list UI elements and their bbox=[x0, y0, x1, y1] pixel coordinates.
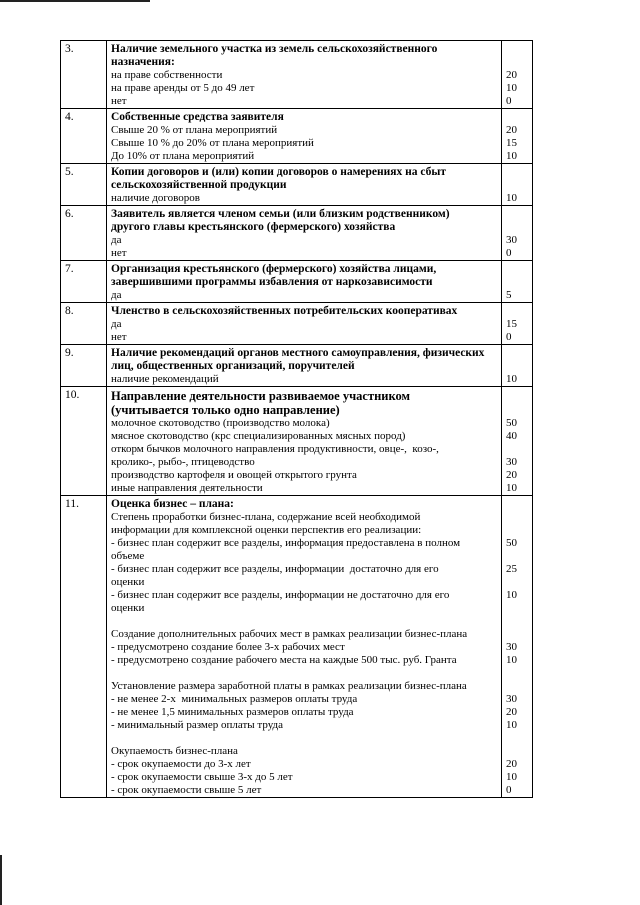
criterion-points bbox=[502, 206, 533, 261]
bp-option-sufficient: - бизнес план содержит все разделы, информации достаточно для его bbox=[111, 563, 439, 575]
points-value: 10 bbox=[506, 771, 517, 783]
wage-option: - не менее 2-х минимальных размеров оплаты труда bbox=[111, 693, 358, 705]
bp-option-full: - бизнес план содержит все разделы, информация предоставлена в полном bbox=[111, 537, 461, 549]
wage-option: - минимальный размер оплаты труда bbox=[111, 719, 283, 731]
criterion-points bbox=[502, 109, 533, 164]
criterion-title-line: Копии договоров и (или) копии договоров о намерениях на сбыт bbox=[111, 166, 446, 178]
bp-option-insufficient: - бизнес план содержит все разделы, информации не достаточно для его bbox=[111, 589, 450, 601]
criterion-option: да bbox=[111, 289, 122, 301]
criterion-points bbox=[502, 496, 533, 798]
criterion-text bbox=[107, 496, 502, 798]
criterion-text bbox=[107, 345, 502, 387]
criterion-option: на праве собственности bbox=[111, 69, 223, 81]
criterion-option: нет bbox=[111, 247, 127, 259]
points-value: 40 bbox=[506, 430, 517, 442]
points-value: 5 bbox=[506, 289, 512, 301]
criterion-option: нет bbox=[111, 331, 127, 343]
criterion-text bbox=[107, 261, 502, 303]
points-value: 0 bbox=[506, 247, 512, 259]
criterion-number: 11. bbox=[61, 496, 107, 798]
bp-option-full-cont: объеме bbox=[111, 550, 145, 562]
criterion-option: Свыше 10 % до 20% от плана мероприятий bbox=[111, 137, 314, 149]
criterion-title-line: Членство в сельскохозяйственных потребительских кооперативах bbox=[111, 305, 458, 317]
criterion-points bbox=[502, 261, 533, 303]
payback-option: - срок окупаемости свыше 3-х до 5 лет bbox=[111, 771, 293, 783]
points-value: 10 bbox=[506, 482, 517, 494]
points-value: 10 bbox=[506, 150, 517, 162]
criterion-text bbox=[107, 387, 502, 496]
wage-option: - не менее 1,5 минимальных размеров оплаты труда bbox=[111, 706, 354, 718]
criterion-option: нет bbox=[111, 95, 127, 107]
scan-edge-top bbox=[0, 0, 150, 2]
points-value: 0 bbox=[506, 95, 512, 107]
criterion-option: молочное скотоводство (производство молока) bbox=[111, 417, 330, 429]
criterion-number: 5. bbox=[61, 164, 107, 206]
criterion-number: 10. bbox=[61, 387, 107, 496]
criterion-title-line: (учитывается только одно направление) bbox=[111, 403, 340, 417]
jobs-option: - предусмотрено создание более 3-х рабочих мест bbox=[111, 641, 345, 653]
criterion-title-line: Организация крестьянского (фермерского) хозяйства лицами, bbox=[111, 263, 437, 275]
points-value: 30 bbox=[506, 693, 517, 705]
scan-edge-left bbox=[0, 855, 2, 905]
criterion-row bbox=[61, 206, 533, 261]
points-value: 10 bbox=[506, 192, 517, 204]
criterion-title-line: Заявитель является членом семьи (или близким родственником) bbox=[111, 208, 450, 220]
criterion-text bbox=[107, 109, 502, 164]
points-value: 30 bbox=[506, 456, 517, 468]
payback-title: Окупаемость бизнес-плана bbox=[111, 745, 238, 757]
criterion-text bbox=[107, 206, 502, 261]
criterion-option: наличие рекомендаций bbox=[111, 373, 219, 385]
criterion-option: наличие договоров bbox=[111, 192, 200, 204]
points-value: 20 bbox=[506, 69, 517, 81]
jobs-title: Создание дополнительных рабочих мест в рамках реализации бизнес-плана bbox=[111, 628, 468, 640]
criterion-option: производство картофеля и овощей открытого грунта bbox=[111, 469, 357, 481]
points-value: 15 bbox=[506, 137, 517, 149]
points-value bbox=[506, 443, 529, 456]
criterion-title-line: сельскохозяйственной продукции bbox=[111, 179, 287, 191]
points-value: 20 bbox=[506, 706, 517, 718]
points-value: 30 bbox=[506, 234, 517, 246]
points-value: 50 bbox=[506, 417, 517, 429]
points-value: 0 bbox=[506, 784, 512, 796]
criterion-title-line: Наличие земельного участка из земель сельскохозяйственного bbox=[111, 43, 438, 55]
criterion-row bbox=[61, 345, 533, 387]
criterion-option: мясное скотоводство (крс специализированных мясных пород) bbox=[111, 430, 406, 442]
criterion-row-11 bbox=[61, 496, 533, 798]
criterion-number: 9. bbox=[61, 345, 107, 387]
wage-title: Установление размера заработной платы в рамках реализации бизнес-плана bbox=[111, 680, 467, 692]
criterion-number: 4. bbox=[61, 109, 107, 164]
points-value: 30 bbox=[506, 641, 517, 653]
points-value: 50 bbox=[506, 537, 517, 549]
points-value: 10 bbox=[506, 719, 517, 731]
bp-option-sufficient-cont: оценки bbox=[111, 576, 145, 588]
points-value: 10 bbox=[506, 654, 517, 666]
criteria-table bbox=[60, 40, 533, 798]
criterion-title-line: Направление деятельности развиваемое участником bbox=[111, 389, 411, 403]
points-value: 15 bbox=[506, 318, 517, 330]
criterion-option: кролико-, рыбо-, птицеводство bbox=[111, 456, 255, 468]
points-value: 25 bbox=[506, 563, 517, 575]
criterion-option: откорм бычков молочного направления продуктивности, овце-, козо-, bbox=[111, 443, 439, 455]
points-value: 10 bbox=[506, 373, 517, 385]
jobs-option: - предусмотрено создание рабочего места на каждые 500 тыс. руб. Гранта bbox=[111, 654, 457, 666]
criterion-title-line: завершившими программы избавления от наркозависимости bbox=[111, 276, 433, 288]
points-value: 20 bbox=[506, 124, 517, 136]
points-value: 20 bbox=[506, 758, 517, 770]
criterion-number: 7. bbox=[61, 261, 107, 303]
criterion-row bbox=[61, 261, 533, 303]
criterion-row bbox=[61, 109, 533, 164]
criterion-option: До 10% от плана мероприятий bbox=[111, 150, 255, 162]
criterion-text bbox=[107, 41, 502, 109]
criterion-number: 6. bbox=[61, 206, 107, 261]
bp-option-insufficient-cont: оценки bbox=[111, 602, 145, 614]
criterion-points bbox=[502, 41, 533, 109]
criterion-points bbox=[502, 387, 533, 496]
criterion-title-line: другого главы крестьянского (фермерского) хозяйства bbox=[111, 221, 396, 233]
criterion-title-line: лиц, общественных организаций, поручителей bbox=[111, 360, 355, 372]
criterion-row bbox=[61, 387, 533, 496]
bp-intro-line: информации для комплексной оценки перспектив его реализации: bbox=[111, 524, 422, 536]
criterion-title-line: Наличие рекомендаций органов местного самоуправления, физических bbox=[111, 347, 485, 359]
points-value: 20 bbox=[506, 469, 517, 481]
criteria-table-body bbox=[61, 41, 533, 798]
criterion-option: да bbox=[111, 234, 122, 246]
criterion-option: да bbox=[111, 318, 122, 330]
criterion-points bbox=[502, 345, 533, 387]
criterion-number: 8. bbox=[61, 303, 107, 345]
criterion-title: Оценка бизнес – плана: bbox=[111, 498, 234, 510]
criterion-option: на праве аренды от 5 до 49 лет bbox=[111, 82, 255, 94]
criterion-title-line: Собственные средства заявителя bbox=[111, 111, 284, 123]
payback-option: - срок окупаемости свыше 5 лет bbox=[111, 784, 262, 796]
bp-intro-line: Степень проработки бизнес-плана, содержание всей необходимой bbox=[111, 511, 421, 523]
criterion-text bbox=[107, 303, 502, 345]
criterion-row bbox=[61, 303, 533, 345]
points-value: 0 bbox=[506, 331, 512, 343]
points-value: 10 bbox=[506, 589, 517, 601]
criterion-number: 3. bbox=[61, 41, 107, 109]
points-value: 10 bbox=[506, 82, 517, 94]
criterion-points bbox=[502, 303, 533, 345]
criterion-title-line: назначения: bbox=[111, 56, 175, 68]
criterion-row bbox=[61, 41, 533, 109]
criterion-text bbox=[107, 164, 502, 206]
criterion-option: Свыше 20 % от плана мероприятий bbox=[111, 124, 278, 136]
payback-option: - срок окупаемости до 3-х лет bbox=[111, 758, 251, 770]
criterion-row bbox=[61, 164, 533, 206]
criterion-option: иные направления деятельности bbox=[111, 482, 263, 494]
criterion-points bbox=[502, 164, 533, 206]
